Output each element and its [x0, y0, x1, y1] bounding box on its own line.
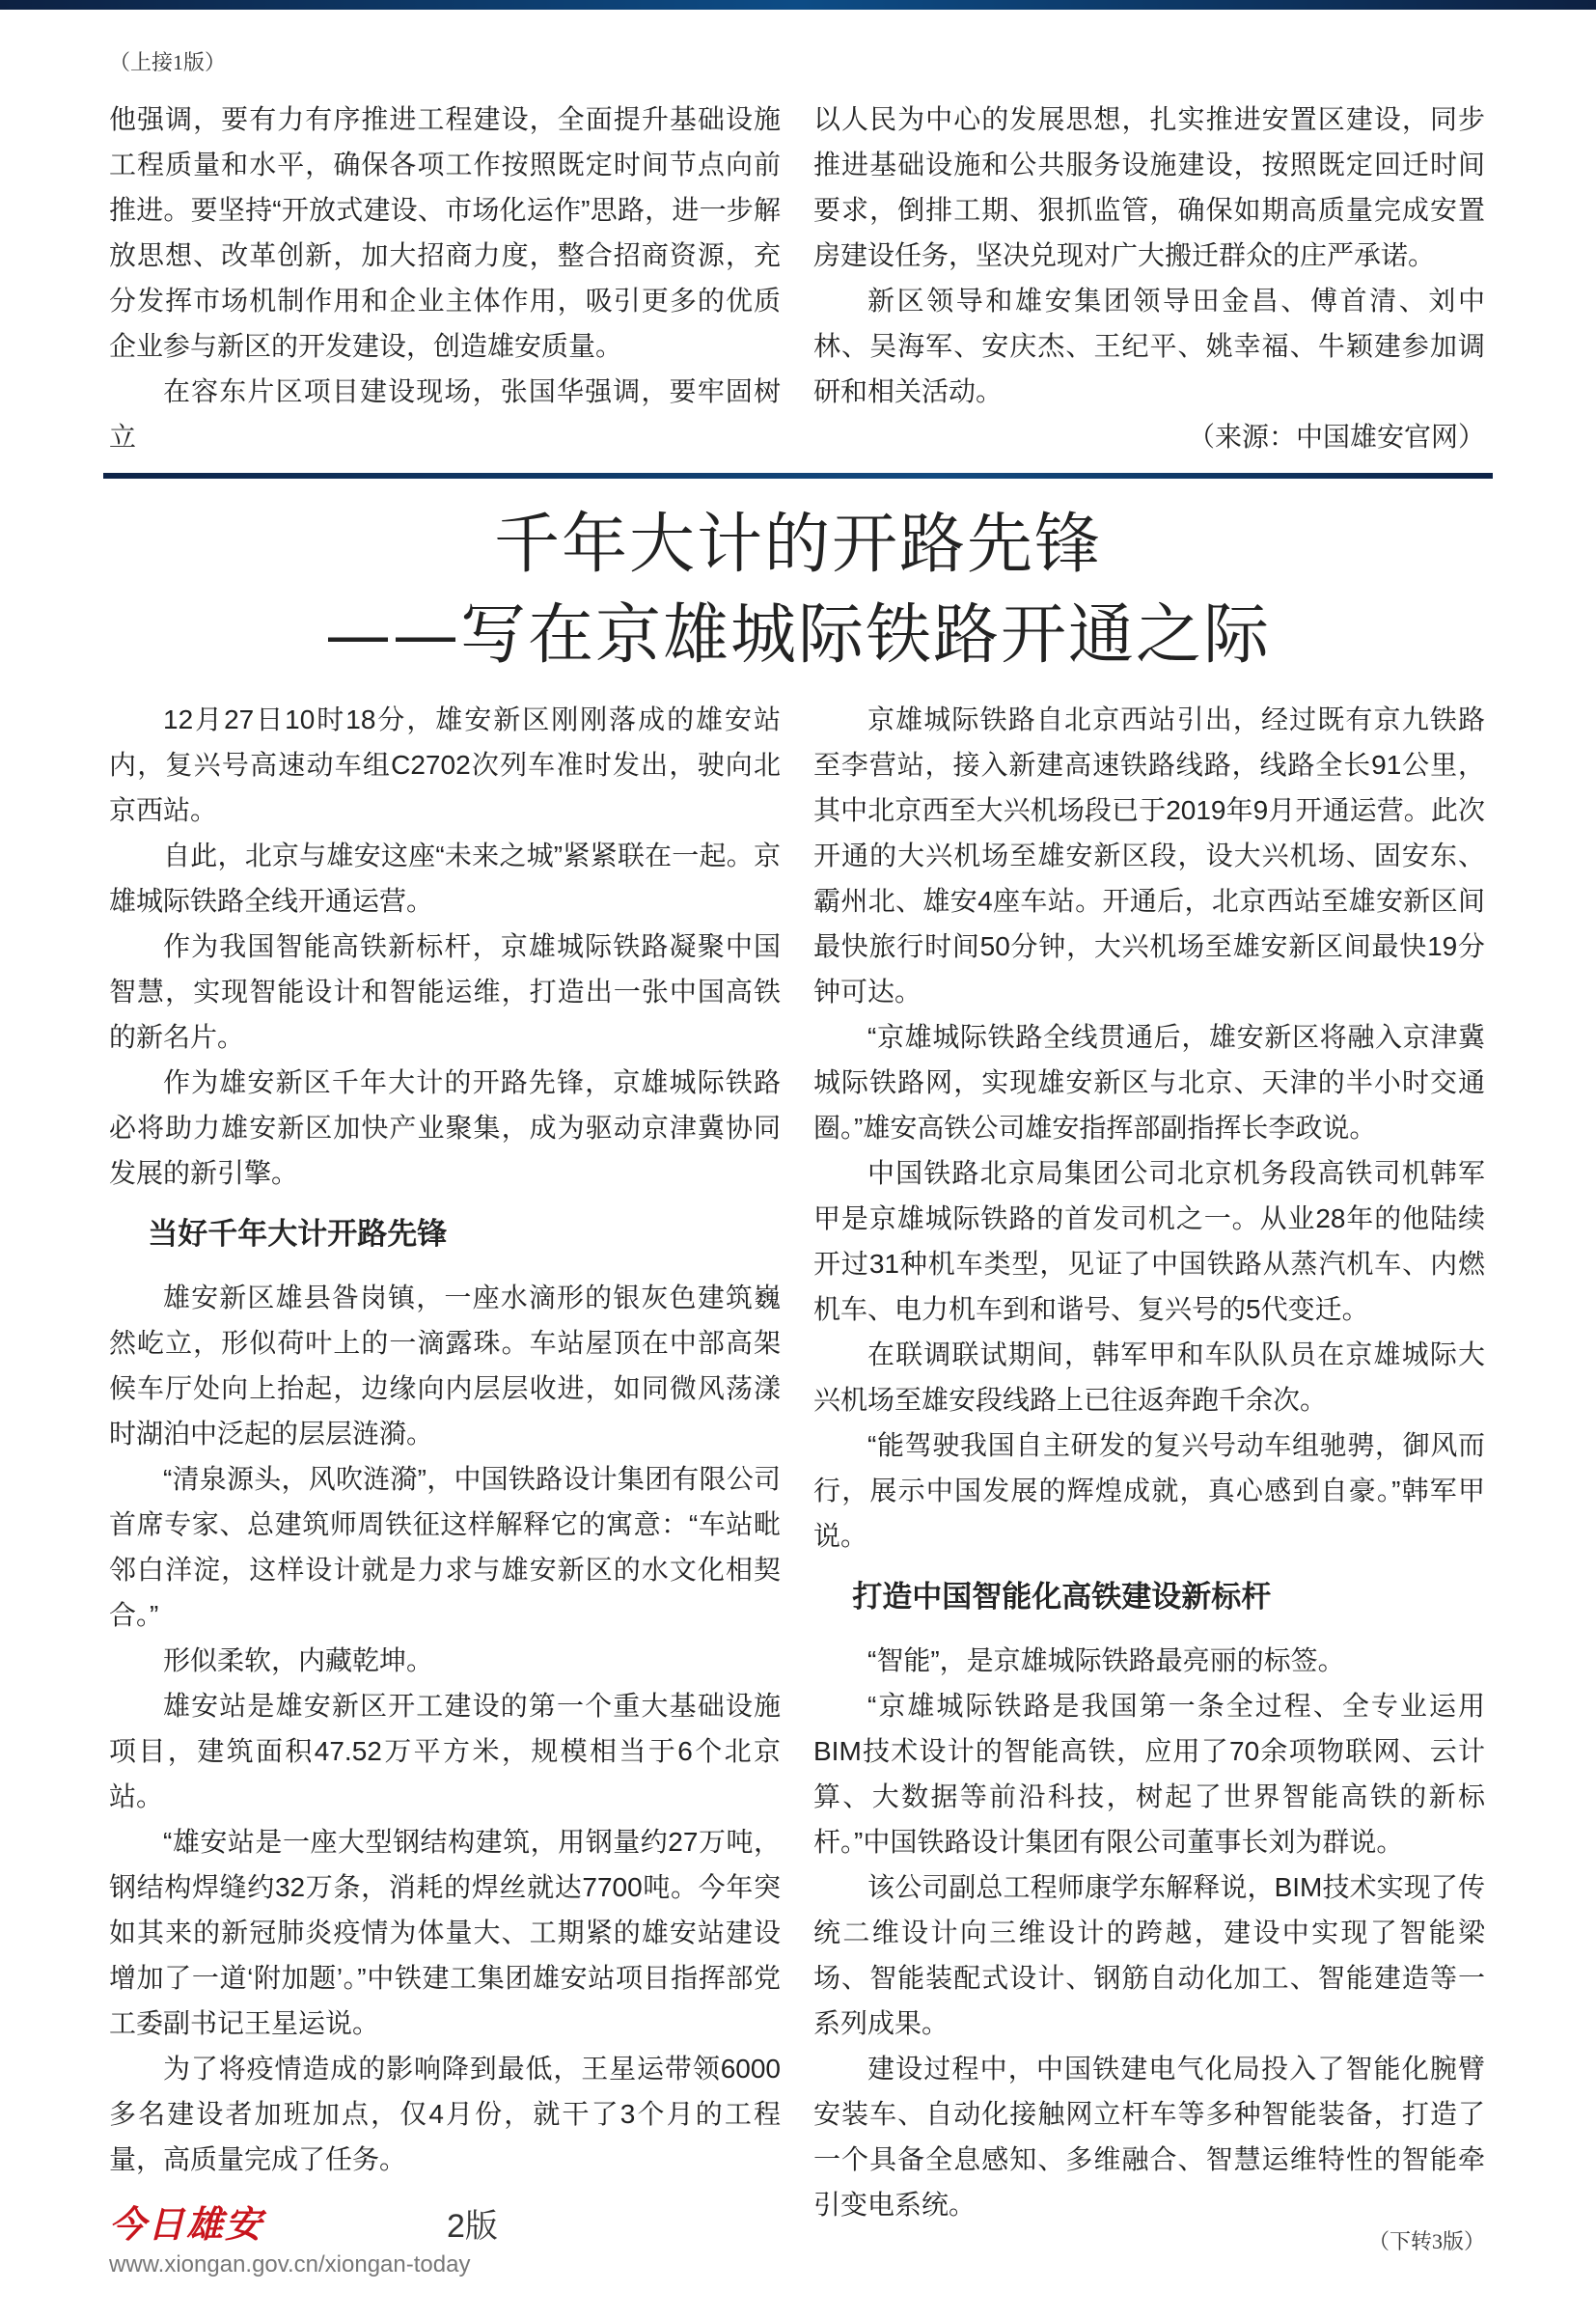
newspaper-logo: 今日雄安 — [109, 2202, 264, 2246]
article-title: 千年大计的开路先锋 — [493, 507, 1102, 583]
paragraph: 形似柔软，内藏乾坤。 — [163, 1645, 434, 1675]
article-left-column — [109, 697, 781, 2319]
article-body — [109, 697, 1596, 2319]
paragraph: 建设过程中，中国铁建电气化局投入了智能化腕臂安装车、自动化接触网立杆车等多种智能装备，打造了一个具备全息感知、多维融合、智慧运维特性的智能牵引变电系统。 — [813, 2054, 1485, 2220]
page-number: 2版 — [447, 2208, 498, 2245]
footer-row — [109, 2201, 781, 2250]
paragraph: “智能”，是京雄城际铁路最亮丽的标签。 — [867, 1645, 1345, 1675]
paragraph: “能驾驶我国自主研发的复兴号动车组驰骋，御风而行，展示中国发展的辉煌成就，真心感到自豪。”韩军甲说。 — [813, 1430, 1485, 1551]
paragraph: “京雄城际铁路全线贯通后，雄安新区将融入京津冀城际铁路网，实现雄安新区与北京、天津的半小时交通圈。”雄安高铁公司雄安指挥部副指挥长李政说。 — [813, 1022, 1485, 1143]
paragraph: “清泉源头，风吹涟漪”，中国铁路设计集团有限公司首席专家、总建筑师周铁征这样解释它的寓意：“车站毗邻白洋淀，这样设计就是力求与雄安新区的水文化相契合。” — [109, 1464, 781, 1630]
paragraph: 京雄城际铁路自北京西站引出，经过既有京九铁路至李营站，接入新建高速铁路线路，线路全长91公里，其中北京西至大兴机场段已于2019年9月开通运营。此次开通的大兴机场至雄安新区段，设大兴机场、固安东、霸州北、雄安4座车站。开通后，北京西站至雄安新区间最快旅行时间50分钟，大兴机场至雄安新区间最快19分钟可达。 — [813, 704, 1485, 1007]
article-right-column — [813, 697, 1485, 2256]
paragraph: 作为雄安新区千年大计的开路先锋，京雄城际铁路必将助力雄安新区加快产业聚集，成为驱动京津冀协同发展的新引擎。 — [109, 1067, 781, 1188]
footer — [109, 2201, 781, 2280]
paragraph: 在联调联试期间，韩军甲和车队队员在京雄城际大兴机场至雄安段线路上已往返奔跑千余次。 — [813, 1339, 1485, 1415]
top-article-left — [109, 97, 781, 459]
footer-url[interactable]: www.xiongan.gov.cn/xiongan-today — [109, 2251, 471, 2278]
paragraph: 雄安站是雄安新区开工建设的第一个重大基础设施项目，建筑面积47.52万平方米，规模相当于6个北京站。 — [109, 1691, 781, 1811]
continued-to: （下转3版） — [1367, 2229, 1485, 2253]
paragraph: 12月27日10时18分，雄安新区刚刚落成的雄安站内，复兴号高速动车组C2702次列车准时发出，驶向北京西站。 — [109, 704, 781, 825]
paragraph: 自此，北京与雄安这座“未来之城”紧紧联在一起。京雄城际铁路全线开通运营。 — [109, 841, 781, 916]
paragraph: 中国铁路北京局集团公司北京机务段高铁司机韩军甲是京雄城际铁路的首发司机之一。从业28年的他陆续开过31种机车类型，见证了中国铁路从蒸汽机车、内燃机车、电力机车到和谐号、复兴号的5代变迁。 — [813, 1158, 1485, 1324]
article-subtitle: ——写在京雄城际铁路开通之际 — [324, 597, 1271, 674]
paragraph: “京雄城际铁路是我国第一条全过程、全专业运用BIM技术设计的智能高铁，应用了70余项物联网、云计算、大数据等前沿科技，树起了世界智能高铁的新标杆。”中国铁路设计集团有限公司董事长刘为群说。 — [813, 1691, 1485, 1857]
source-credit: （来源：中国雄安官网） — [1187, 422, 1485, 452]
section-divider — [103, 473, 1493, 479]
paragraph: 该公司副总工程师康学东解释说，BIM技术实现了传统二维设计向三维设计的跨越，建设中实现了智能梁场、智能装配式设计、钢筋自动化加工、智能建造等一系列成果。 — [813, 1872, 1485, 2038]
continued-from: （上接1版） — [109, 50, 227, 74]
section-heading: 打造中国智能化高铁建设新标杆 — [852, 1580, 1272, 1614]
paragraph: 他强调，要有力有序推进工程建设，全面提升基础设施工程质量和水平，确保各项工作按照既定时间节点向前推进。要坚持“开放式建设、市场化运作”思路，进一步解放思想、改革创新，加大招商力度，整合招商资源，充分发挥市场机制作用和企业主体作用，吸引更多的优质企业参与新区的开发建设，创造雄安质量。 — [109, 104, 781, 361]
paragraph: 为了将疫情造成的影响降到最低，王星运带领6000多名建设者加班加点，仅4月份，就干了3个月的工程量，高质量完成了任务。 — [109, 2054, 781, 2174]
paragraph: 新区领导和雄安集团领导田金昌、傅首清、刘中林、吴海军、安庆杰、王纪平、姚幸福、牛颖建参加调研和相关活动。 — [813, 286, 1485, 406]
paragraph: “雄安站是一座大型钢结构建筑，用钢量约27万吨，钢结构焊缝约32万条，消耗的焊丝就达7700吨。今年突如其来的新冠肺炎疫情为体量大、工期紧的雄安站建设增加了一道‘附加题’。”中铁建工集团雄安站项目指挥部党工委副书记王星运说。 — [109, 1827, 781, 2038]
paragraph: 作为我国智能高铁新标杆，京雄城际铁路凝聚中国智慧，实现智能设计和智能运维，打造出一张中国高铁的新名片。 — [109, 931, 781, 1052]
top-bar — [0, 0, 1596, 10]
top-article-right — [813, 97, 1485, 459]
top-article — [109, 97, 1596, 459]
paragraph: 雄安新区雄县昝岗镇，一座水滴形的银灰色建筑巍然屹立，形似荷叶上的一滴露珠。车站屋顶在中部高架候车厅处向上抬起，边缘向内层层收进，如同微风荡漾时湖泊中泛起的层层涟漪。 — [109, 1283, 781, 1449]
paragraph: 在容东片区项目建设现场，张国华强调，要牢固树立 — [109, 376, 781, 452]
paragraph: 以人民为中心的发展思想，扎实推进安置区建设，同步推进基础设施和公共服务设施建设，按照既定回迁时间要求，倒排工期、狠抓监管，确保如期高质量完成安置房建设任务，坚决兑现对广大搬迁群众的庄严承诺。 — [813, 104, 1485, 270]
section-heading: 当好千年大计开路先锋 — [148, 1217, 448, 1251]
